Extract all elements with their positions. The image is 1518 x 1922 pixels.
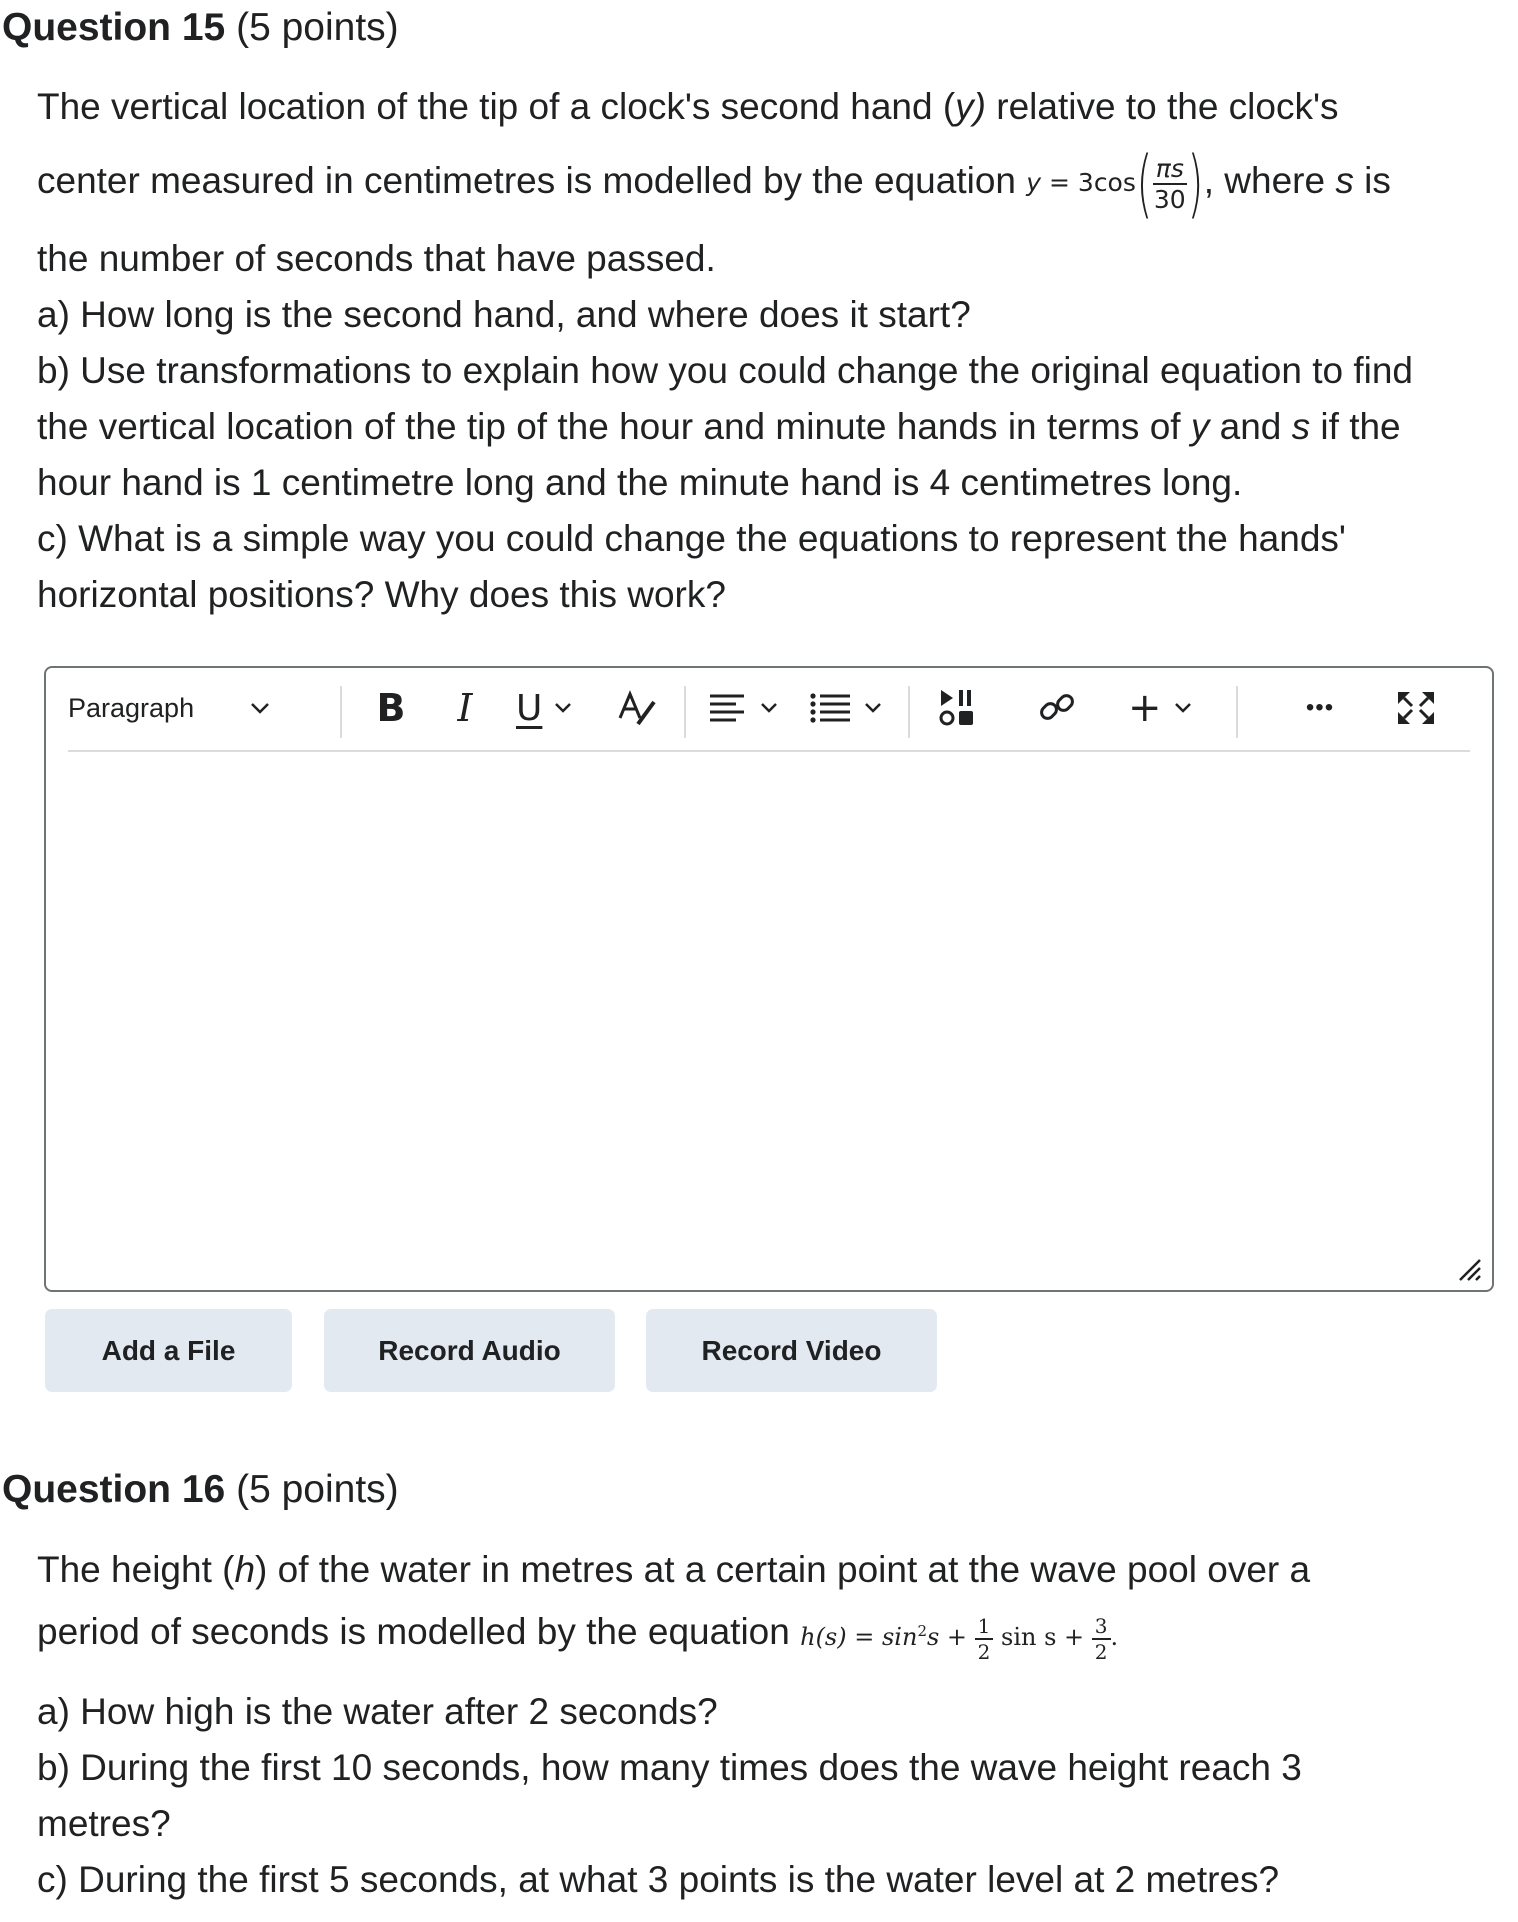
- insert-link-button[interactable]: [1028, 678, 1088, 738]
- more-options-button[interactable]: •••: [1305, 694, 1335, 721]
- align-button[interactable]: [708, 678, 788, 738]
- chevron-down-icon: [1174, 702, 1192, 714]
- fullscreen-button[interactable]: [1386, 678, 1446, 738]
- link-icon: [1037, 687, 1079, 729]
- chevron-down-icon: [554, 702, 572, 714]
- align-left-icon: [708, 692, 748, 724]
- chevron-down-icon: [250, 701, 270, 715]
- bold-button[interactable]: B: [376, 686, 406, 730]
- toolbar-divider: [340, 686, 342, 738]
- q15-line-4: a) How long is the second hand, and where does it start?: [37, 294, 971, 335]
- q15-line-8: c) What is a simple way you could change the equations to represent the hands': [37, 518, 1346, 559]
- q16-equation: $h(s) = \sin^2s$ + $\frac{1}{2}$ sin s + $\frac{3}{2}$ .: [800, 1613, 1119, 1664]
- bullet-list-icon: [810, 692, 852, 724]
- q15-equation: y = 3cos( $\frac{\pi s}{30}$ ): [1026, 141, 1204, 228]
- expand-icon: [1396, 690, 1436, 726]
- question-number: Question 15: [2, 6, 226, 49]
- q16-line-5: metres?: [37, 1803, 171, 1844]
- add-file-button[interactable]: Add a File: [45, 1309, 292, 1392]
- q15-line-9: horizontal positions? Why does this work?: [37, 574, 726, 615]
- q16-line-4: b) During the first 10 seconds, how many times does the wave height reach 3: [37, 1747, 1302, 1788]
- answer-editor[interactable]: [44, 666, 1494, 1292]
- chevron-down-icon: [864, 702, 882, 714]
- list-button[interactable]: [810, 678, 890, 738]
- toolbar-divider: [1236, 686, 1238, 738]
- q16-line-6: c) During the first 5 seconds, at what 3 points is the water level at 2 metres?: [37, 1859, 1280, 1900]
- q16-line-3: a) How high is the water after 2 seconds?: [37, 1691, 718, 1732]
- question-number: Question 16: [2, 1468, 226, 1511]
- question-16-text: [37, 1542, 1497, 1908]
- question-15-header: [2, 4, 399, 52]
- q15-line-5: b) Use transformations to explain how you could change the original equation to find: [37, 350, 1414, 391]
- toolbar-divider: [684, 686, 686, 738]
- question-16-header: [2, 1466, 399, 1514]
- q15-line-3: the number of seconds that have passed.: [37, 238, 716, 279]
- question-15-text: [37, 79, 1497, 623]
- italic-button[interactable]: I: [457, 686, 473, 730]
- q16-line-2: period of seconds is modelled by the equation $h(s) = \sin^2s$ + $\frac{1}{2}$ sin s + $\frac{3}{2}$ .: [37, 1598, 1497, 1664]
- insert-media-button[interactable]: [928, 678, 988, 738]
- record-video-button[interactable]: Record Video: [646, 1309, 937, 1392]
- chevron-down-icon: [760, 702, 778, 714]
- q15-line-2: center measured in centimetres is modelled by the equation y = 3cos( $\frac{\pi s}{30}$ ), where s is: [37, 133, 1497, 229]
- q15-line-7: hour hand is 1 centimetre long and the minute hand is 4 centimetres long.: [37, 462, 1243, 503]
- insert-button[interactable]: +: [1128, 678, 1208, 738]
- toolbar-divider: [908, 686, 910, 738]
- underline-button[interactable]: U: [516, 678, 596, 738]
- q16-line-1: The height (h) of the water in metres at a certain point at the wave pool over a: [37, 1549, 1311, 1590]
- media-icon: [937, 688, 979, 728]
- question-points: (5 points): [236, 6, 399, 49]
- q15-line-6: the vertical location of the tip of the hour and minute hands in terms of y and s if the: [37, 406, 1401, 447]
- record-audio-button[interactable]: Record Audio: [324, 1309, 615, 1392]
- resize-handle-icon[interactable]: [1456, 1256, 1482, 1282]
- question-points: (5 points): [236, 1468, 399, 1511]
- text-style-icon[interactable]: [613, 678, 663, 738]
- format-select[interactable]: Paragraph: [68, 678, 278, 738]
- editor-toolbar: [68, 678, 1470, 752]
- q15-line-1: The vertical location of the tip of a clock's second hand (y) relative to the clock's: [37, 86, 1339, 127]
